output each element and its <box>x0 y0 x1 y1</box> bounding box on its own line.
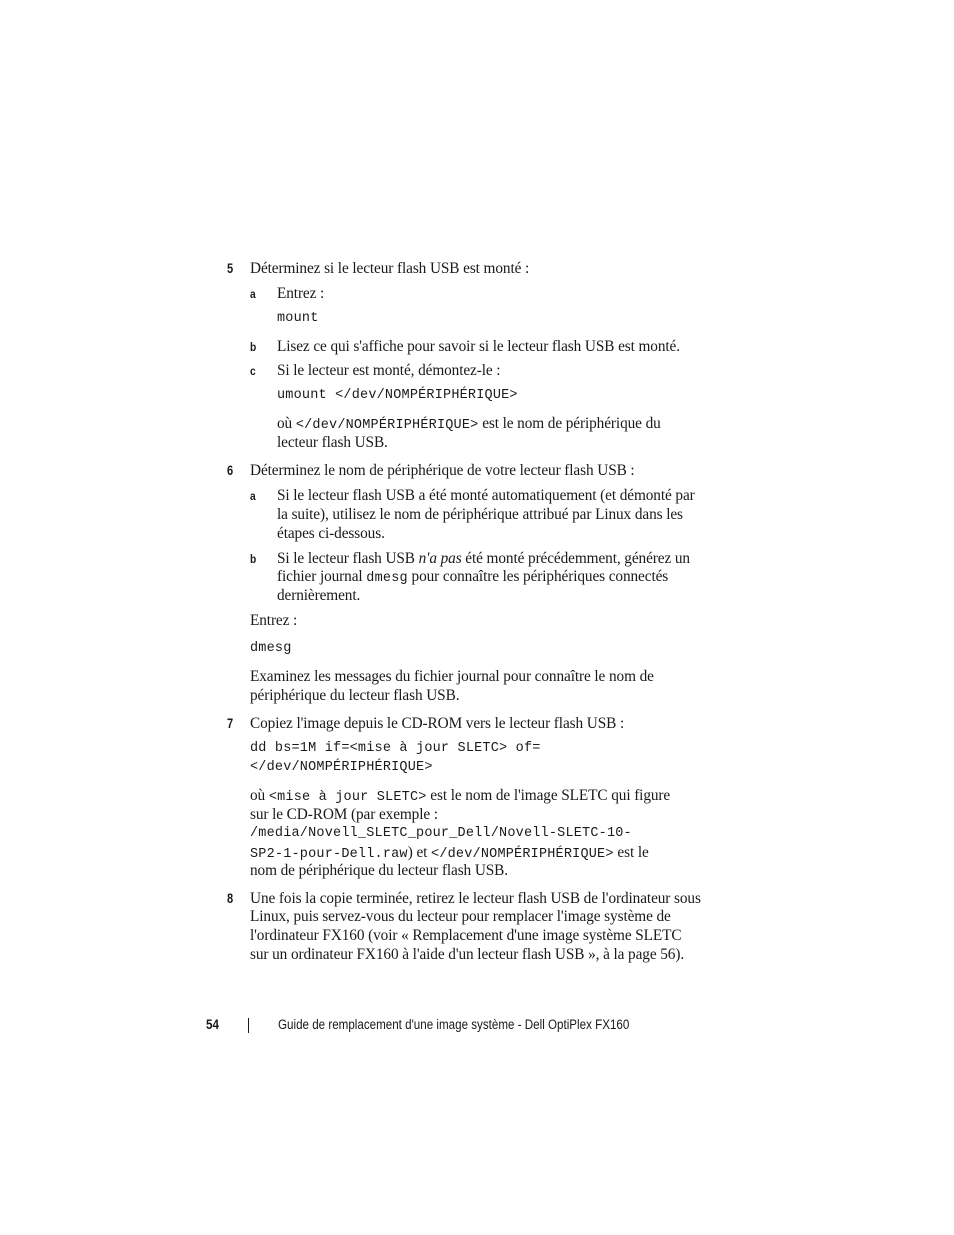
step-5c-note-line2: lecteur flash USB. <box>277 434 388 451</box>
step-7-note-line4: SP2-1-pour-Dell.raw) et </dev/NOMPÉRIPHÉRIQUE> est le <box>250 844 649 862</box>
step-8-line3: l'ordinateur FX160 (voir « Remplacement d'une image système SLETC <box>250 927 682 944</box>
step-number-8: 8 <box>227 891 234 906</box>
step-6a-line1: Si le lecteur flash USB a été monté automatiquement (et démonté par <box>277 487 695 504</box>
step-8-line2: Linux, puis servez-vous du lecteur pour remplacer l'image système de <box>250 908 671 925</box>
step-5-title: Déterminez si le lecteur flash USB est monté : <box>250 260 530 277</box>
step-7-note-line3: /media/Novell_SLETC_pour_Dell/Novell-SLETC-10- <box>250 826 632 841</box>
step-5c-text: Si le lecteur est monté, démontez-le : <box>277 362 501 379</box>
step-6-examine-line1: Examinez les messages du fichier journal pour connaître le nom de <box>250 668 654 685</box>
step-6b-line3: dernièrement. <box>277 587 361 604</box>
step-6-title: Déterminez le nom de périphérique de votre lecteur flash USB : <box>250 462 635 479</box>
step-7-title: Copiez l'image depuis le CD-ROM vers le lecteur flash USB : <box>250 715 625 732</box>
code-umount: umount </dev/NOMPÉRIPHÉRIQUE> <box>277 388 518 403</box>
step-number-7: 7 <box>227 716 234 731</box>
step-8-line1: Une fois la copie terminée, retirez le lecteur flash USB de l'ordinateur sous <box>250 890 701 907</box>
step-6b-line2: fichier journal dmesg pour connaître les périphériques connectés <box>277 568 669 586</box>
step-5b-letter: b <box>250 340 257 354</box>
step-5a-text: Entrez : <box>277 285 325 302</box>
code-dd-line1: dd bs=1M if=<mise à jour SLETC> of= <box>250 741 541 756</box>
footer-page-number: 54 <box>206 1017 219 1032</box>
step-number-6: 6 <box>227 463 234 478</box>
footer-title: Guide de remplacement d'une image système - Dell OptiPlex FX160 <box>278 1017 630 1032</box>
step-7-note-line2: sur le CD-ROM (par exemple : <box>250 806 438 823</box>
step-5a-letter: a <box>250 287 256 301</box>
step-6a-line2: la suite), utilisez le nom de périphérique attribué par Linux dans les <box>277 506 683 523</box>
step-5b-text: Lisez ce qui s'affiche pour savoir si le lecteur flash USB est monté. <box>277 338 680 355</box>
step-6b-letter: b <box>250 552 257 566</box>
step-8-line4: sur un ordinateur FX160 à l'aide d'un lecteur flash USB », à la page 56). <box>250 946 685 963</box>
footer-separator <box>248 1018 249 1033</box>
step-7-note-line5: nom de périphérique du lecteur flash USB. <box>250 862 509 879</box>
step-5c-note-line1: où </dev/NOMPÉRIPHÉRIQUE> est le nom de périphérique du <box>277 415 661 433</box>
code-dd-line2: </dev/NOMPÉRIPHÉRIQUE> <box>250 760 433 775</box>
step-number-5: 5 <box>227 261 234 276</box>
step-6-enter: Entrez : <box>250 612 298 629</box>
step-6-examine-line2: périphérique du lecteur flash USB. <box>250 687 460 704</box>
code-dmesg: dmesg <box>250 641 292 656</box>
step-5c-letter: c <box>250 364 256 378</box>
step-6a-letter: a <box>250 489 256 503</box>
step-7-note-line1: où <mise à jour SLETC> est le nom de l'image SLETC qui figure <box>250 787 671 805</box>
step-6b-line1: Si le lecteur flash USB n'a pas été monté précédemment, générez un <box>277 550 690 567</box>
step-6a-line3: étapes ci-dessous. <box>277 525 385 542</box>
code-mount: mount <box>277 311 319 326</box>
